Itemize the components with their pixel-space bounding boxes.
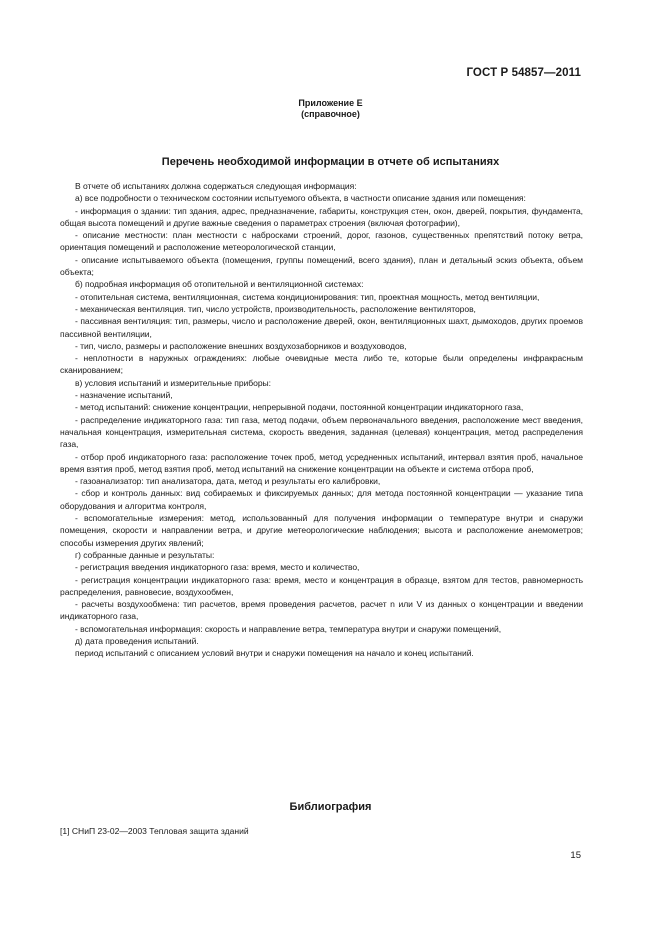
paragraph: г) собранные данные и результаты:	[75, 549, 215, 560]
paragraph: - отбор проб индикаторного газа: расположение точек проб, метод усредненных испытаний, интервал взятия проб, начальное время взятия проб, метод взятия проб, метод испытаний на снижение концентрации на объекте и система отбора проб,	[60, 451, 583, 474]
paragraph: - описание испытываемого объекта (помещения, группы помещений, всего здания), план и детальный эскиз объекта, объем объекта;	[60, 254, 583, 278]
paragraph: - вспомогательная информация: скорость и направление ветра, температура внутри и снаружи помещений,	[75, 623, 502, 634]
paragraph: В отчете об испытаниях должна содержаться следующая информация:	[75, 181, 357, 191]
bibliography-item: [1] СНиП 23-02—2003 Тепловая защита зданий	[60, 826, 249, 836]
paragraph: - регистрация концентрации индикаторного газа: время, место и концентрация в образце, взятом для тестов, равномерность распределения, равновесие, воздухообмен,	[60, 574, 583, 597]
paragraph: - газоанализатор: тип анализатора, дата, метод и результаты его калибровки,	[75, 476, 381, 487]
paragraph: д) дата проведения испытаний.	[75, 635, 199, 646]
paragraph: в) условия испытаний и измерительные приборы:	[75, 377, 271, 388]
paragraph: - расчеты воздухообмена: тип расчетов, время проведения расчетов, расчет n или V из данных о концентрации и введении индикаторного газа,	[60, 599, 583, 622]
paragraph: - описание местности: план местности с набросками строений, дорог, газонов, существенных препятствий потоку ветра, ориентация помещений и расположение метеорологической станции,	[60, 230, 583, 253]
annex-label	[0, 98, 661, 120]
paragraph: б) подробная информация об отопительной и вентиляционной системах:	[75, 279, 364, 290]
paragraph: - назначение испытаний,	[75, 390, 173, 401]
paragraph: - сбор и контроль данных: вид собираемых и фиксируемых данных; для метода постоянной концентрации — указание типа оборудования и алгоритма контроля,	[60, 488, 583, 511]
section-heading: Перечень необходимой информации в отчете об испытаниях	[161, 156, 500, 168]
paragraph: - распределение индикаторного газа: тип газа, метод подачи, объем первоначального введения, расположение мест введения, начальная концентрация, измерительная система, скорость введения, заданная (целевая) концентрация, метод распределения газа,	[60, 414, 583, 450]
paragraph: - метод испытаний: снижение концентрации, непрерывной подачи, постоянной концентрации индикаторного газа,	[75, 402, 524, 413]
paragraph: - пассивная вентиляция: тип, размеры, число и расположение дверей, окон, вентиляционных шахт, дымоходов, других проемов пассивной вентиляции,	[60, 316, 583, 339]
paragraph: - информация о здании: тип здания, адрес, предназначение, габариты, конструкция стен, окон, дверей, покрытия, фундамента, общая высота помещений и другие важные сведения о параметрах строения (включая фотографии),	[60, 205, 583, 228]
paragraph: - механическая вентиляция. тип, число устройств, производительность, расположение вентиляторов,	[75, 303, 476, 314]
paragraph: - неплотности в наружных ограждениях: любые очевидные места либо те, которые были определены инфракрасным сканированием;	[60, 353, 583, 376]
paragraph: - вспомогательные измерения: метод, использованный для получения информации о температуре внутри и снаружи помещения, скорости и направлении ветра, и другие метеорологические наблюдения; высота и расположение анемометров; способы измерения других явлений;	[60, 513, 583, 548]
annex-subtitle: (справочное)	[301, 109, 360, 119]
standard-number: ГОСТ Р 54857—2011	[466, 67, 581, 79]
annex-title: Приложение Е	[298, 98, 363, 108]
paragraph: а) все подробности о техническом состоянии испытуемого объекта, в частности описание здания или помещения:	[75, 193, 526, 204]
paragraph: - тип, число, размеры и расположение внешних воздухозаборников и воздуховодов,	[75, 340, 407, 351]
paragraph: период испытаний с описанием условий внутри и снаружи помещения на начало и конец испытаний.	[75, 648, 474, 659]
paragraph: - отопительная система, вентиляционная, система кондиционирования: тип, проектная мощность, метод вентиляции,	[75, 291, 540, 302]
paragraph: - регистрация введения индикаторного газа: время, место и количество,	[75, 562, 360, 573]
document-body	[60, 180, 583, 660]
page-number: 15	[570, 850, 581, 861]
bibliography-heading: Библиография	[289, 801, 372, 813]
